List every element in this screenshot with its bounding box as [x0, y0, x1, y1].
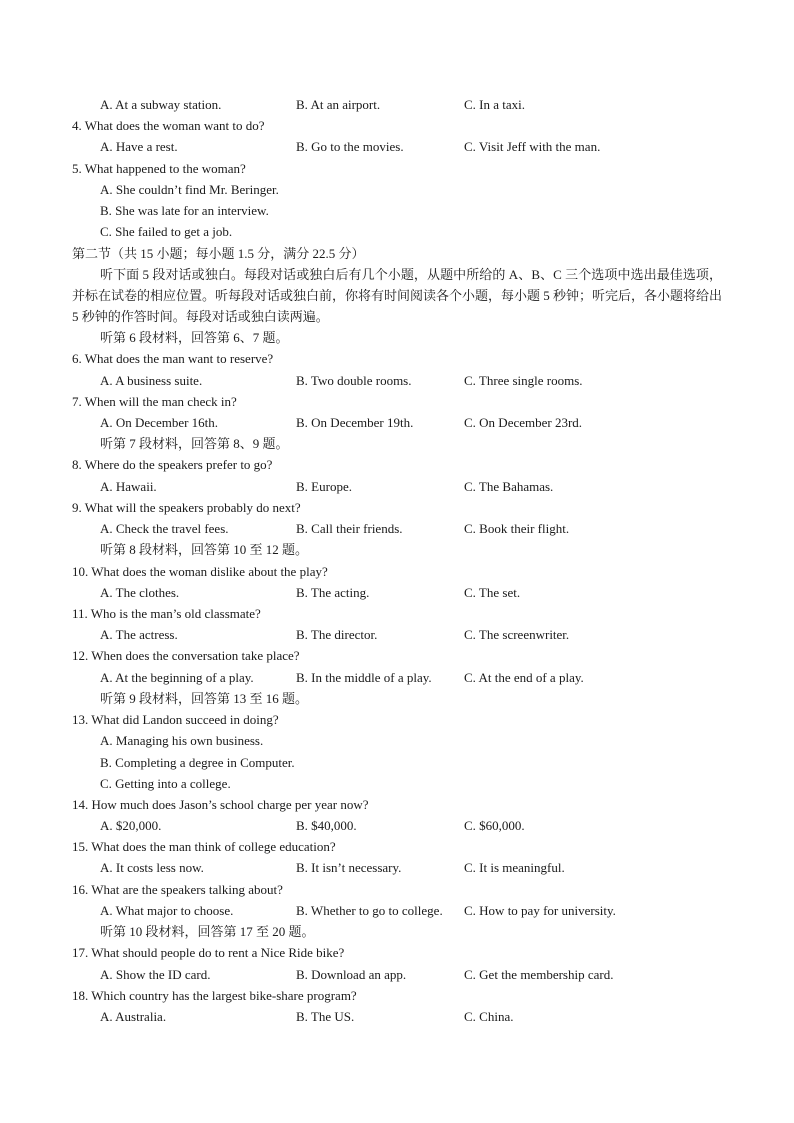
- option-a: A. At a subway station.: [100, 97, 222, 112]
- q4-options: [100, 136, 740, 157]
- q15-options: [100, 857, 740, 878]
- option-b: B. Go to the movies.: [296, 139, 404, 154]
- q7-options: [100, 412, 740, 433]
- option-b: B. Completing a degree in Computer.: [100, 755, 295, 770]
- question-15: 15. What does the man think of college education?: [72, 839, 336, 854]
- option-b: B. Whether to go to college.: [296, 903, 443, 918]
- material-9-heading: 听第 9 段材料，回答第 13 至 16 题。: [100, 691, 309, 706]
- option-a: A. Check the travel fees.: [100, 521, 229, 536]
- question-17: 17. What should people do to rent a Nice Ride bike?: [72, 945, 345, 960]
- option-c: C. In a taxi.: [464, 97, 526, 112]
- option-c: C. How to pay for university.: [464, 903, 616, 918]
- q18-options: [100, 1006, 740, 1027]
- option-b: B. $40,000.: [296, 818, 357, 833]
- q16-options: [100, 900, 740, 921]
- option-c: C. The screenwriter.: [464, 627, 570, 642]
- option-b: B. The director.: [296, 627, 378, 642]
- question-11: 11. Who is the man’s old classmate?: [72, 606, 261, 621]
- question-13: 13. What did Landon succeed in doing?: [72, 712, 279, 727]
- option-c: C. The set.: [464, 585, 521, 600]
- q3-options: [100, 94, 740, 115]
- question-18: 18. Which country has the largest bike-share program?: [72, 988, 357, 1003]
- option-b: B. On December 19th.: [296, 415, 414, 430]
- option-c: C. $60,000.: [464, 818, 525, 833]
- q9-options: [100, 518, 740, 539]
- question-9: 9. What will the speakers probably do next?: [72, 500, 301, 515]
- option-b: B. The US.: [296, 1009, 355, 1024]
- option-c: C. Getting into a college.: [100, 776, 231, 791]
- option-c: C. Get the membership card.: [464, 967, 614, 982]
- option-a: A. Managing his own business.: [100, 733, 264, 748]
- question-10: 10. What does the woman dislike about the play?: [72, 564, 328, 579]
- option-b: B. At an airport.: [296, 97, 381, 112]
- option-a: A. Hawaii.: [100, 479, 157, 494]
- question-8: 8. Where do the speakers prefer to go?: [72, 457, 273, 472]
- question-5: 5. What happened to the woman?: [72, 161, 246, 176]
- option-c: C. Book their flight.: [464, 521, 570, 536]
- option-a: A. She couldn’t find Mr. Beringer.: [100, 182, 279, 197]
- option-c: C. At the end of a play.: [464, 670, 584, 685]
- option-c: C. Three single rooms.: [464, 373, 583, 388]
- question-4: 4. What does the woman want to do?: [72, 118, 265, 133]
- question-6: 6. What does the man want to reserve?: [72, 351, 274, 366]
- option-c: C. She failed to get a job.: [100, 224, 233, 239]
- option-a: A. At the beginning of a play.: [100, 670, 254, 685]
- material-10-heading: 听第 10 段材料，回答第 17 至 20 题。: [100, 924, 315, 939]
- option-b: B. In the middle of a play.: [296, 670, 432, 685]
- section-instructions: 听下面 5 段对话或独白。每段对话或独白后有几个小题，从题中所给的 A、B、C 三个选项中选出最佳选项，并标在试卷的相应位置。听每段对话或独白前，你将有时间阅读各个小题，每小题 5 秒钟；听完后，各小题将给出 5 秒钟的作答时间。每段对话或独白读两遍。: [72, 267, 723, 324]
- option-a: A. Have a rest.: [100, 139, 178, 154]
- q11-options: [100, 624, 740, 645]
- option-c: C. It is meaningful.: [464, 860, 565, 875]
- q12-options: [100, 667, 740, 688]
- q14-options: [100, 815, 740, 836]
- option-a: A. What major to choose.: [100, 903, 234, 918]
- question-7: 7. When will the man check in?: [72, 394, 237, 409]
- option-a: A. Show the ID card.: [100, 967, 211, 982]
- option-a: A. It costs less now.: [100, 860, 204, 875]
- q6-options: [100, 370, 740, 391]
- q10-options: [100, 582, 740, 603]
- option-a: A. The actress.: [100, 627, 178, 642]
- material-8-heading: 听第 8 段材料，回答第 10 至 12 题。: [100, 542, 309, 557]
- option-b: B. The acting.: [296, 585, 370, 600]
- option-a: A. The clothes.: [100, 585, 180, 600]
- option-b: B. It isn’t necessary.: [296, 860, 402, 875]
- q8-options: [100, 476, 740, 497]
- option-a: A. On December 16th.: [100, 415, 219, 430]
- question-12: 12. When does the conversation take place?: [72, 648, 300, 663]
- option-b: B. Call their friends.: [296, 521, 403, 536]
- option-b: B. She was late for an interview.: [100, 203, 269, 218]
- option-c: C. Visit Jeff with the man.: [464, 139, 601, 154]
- option-c: C. China.: [464, 1009, 514, 1024]
- option-b: B. Download an app.: [296, 967, 407, 982]
- material-6-heading: 听第 6 段材料，回答第 6、7 题。: [100, 330, 289, 345]
- material-7-heading: 听第 7 段材料，回答第 8、9 题。: [100, 436, 289, 451]
- question-16: 16. What are the speakers talking about?: [72, 882, 283, 897]
- option-c: C. On December 23rd.: [464, 415, 583, 430]
- option-a: A. A business suite.: [100, 373, 203, 388]
- option-b: B. Two double rooms.: [296, 373, 412, 388]
- section-title: 第二节（共 15 小题；每小题 1.5 分，满分 22.5 分）: [72, 246, 365, 261]
- q17-options: [100, 964, 740, 985]
- option-b: B. Europe.: [296, 479, 352, 494]
- option-c: C. The Bahamas.: [464, 479, 554, 494]
- option-a: A. Australia.: [100, 1009, 167, 1024]
- option-a: A. $20,000.: [100, 818, 162, 833]
- question-14: 14. How much does Jason’s school charge per year now?: [72, 797, 369, 812]
